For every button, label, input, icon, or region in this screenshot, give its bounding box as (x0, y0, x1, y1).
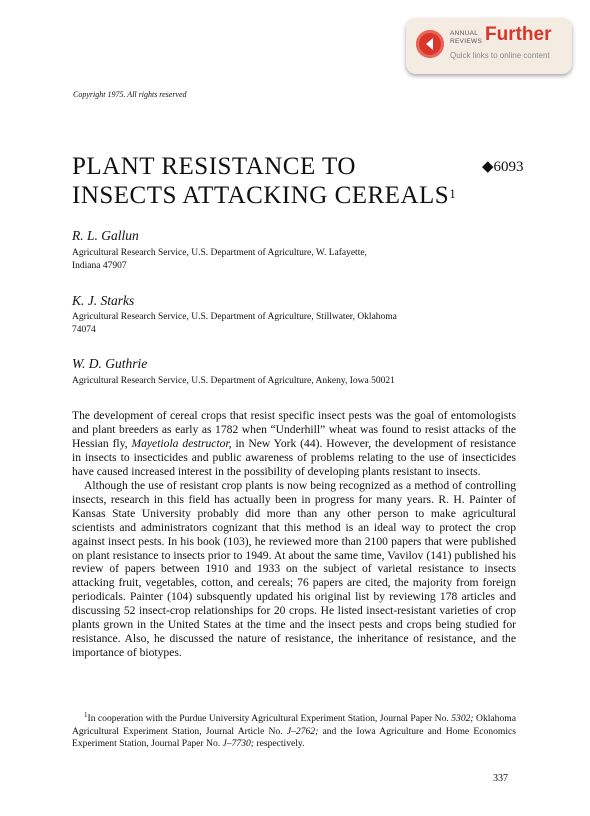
title-footnote-mark[interactable]: 1 (449, 186, 457, 201)
author-affiliation (72, 311, 472, 336)
badge-subtitle: Quick links to online content (450, 51, 550, 60)
footnote-text: Oklahoma Agricultural Experiment Station, Journal Article No. (72, 713, 516, 737)
article-body (72, 409, 516, 660)
badge-reviews-label: REVIEWS (450, 37, 483, 45)
author-name: W. D. Guthrie (72, 356, 148, 371)
species-name: Mayetiola destructor, (131, 436, 232, 450)
body-paragraph (72, 409, 516, 479)
title-line-2: INSECTS ATTACKING CEREALS (72, 182, 450, 209)
footnote (72, 709, 516, 751)
further-links-badge[interactable] (406, 18, 572, 74)
journal-number: 5302; (451, 713, 474, 725)
author-affiliation (72, 247, 472, 272)
footnote-text: and the Iowa Agriculture and Home Economics Experiment Station, Journal Paper No. (72, 725, 516, 750)
author-name: K. J. Starks (72, 293, 135, 308)
copyright-notice: Copyright 1975. All rights reserved (73, 90, 187, 99)
author-affiliation (72, 375, 472, 388)
author-name: R. L. Gallun (72, 228, 139, 243)
title-line-1: PLANT RESISTANCE TO (72, 153, 356, 180)
body-paragraph: Although the use of resistant crop plants is now being recognized as a method of controlling insects, research in this field has actually been in progress for many years. R. H. Painter of Kansas State University probably did more than any other person to make agricultural scientists and administrators cognizant that this method is an ideal way to protect the crop against insect pests. In his book (103), he reviewed more than 2100 papers that were published on plant resistance to insects prior to 1949. At about the same time, Vavilov (141) published his review of papers between 1910 and 1933 on the subject of varietal resistance to insects attacking fruit, vegetables, cotton, and cereals; 76 papers are cited, the majority from foreign periodicals. Painter (104) subsquently updated his original list by reviewing 178 articles and discussing 52 insect-crop relationships for 20 crops. He listed insect-resistant varieties of crop plants grown in the United States at the time and the insect pests and crops being studied for resistance. Also, he discussed the nature of resistance, the inheritance of resistance, and the importance of biotypes. (72, 478, 516, 660)
footnote-mark: 1 (84, 711, 88, 719)
article-title (72, 152, 456, 210)
paragraph-text: The development of cereal crops that resist specific insect pests was the goal of entomologists and plant breeders as early as 1782 when “Underhill” wheat was found to resist attacks of the Hessian fly, (72, 409, 516, 450)
badge-annual-reviews (450, 30, 482, 45)
affiliation-line: Agricultural Research Service, U.S. Department of Agriculture, Ankeny, Iowa 50021 (72, 376, 395, 386)
journal-number: J–2762; (286, 725, 319, 737)
affiliation-line: Agricultural Research Service, U.S. Department of Agriculture, W. Lafayette, (72, 248, 367, 258)
journal-number: J–7730; (222, 738, 254, 750)
paragraph-text: in New York (44). However, the development of resistance in insects to insecticides and public awareness of problems relating to the use of insecticides have caused increased interest in the possibility of developing plants resistant to insects. (72, 436, 516, 478)
affiliation-line: Agricultural Research Service, U.S. Department of Agriculture, Stillwater, Oklahoma (72, 312, 397, 322)
article-code: ◆6093 (482, 159, 524, 175)
badge-annual-label: ANNUAL (450, 30, 479, 37)
badge-further-label: Further (485, 24, 552, 45)
page-number: 337 (493, 773, 508, 784)
affiliation-line: 74074 (72, 324, 96, 335)
footnote-text: In cooperation with the Purdue University Agricultural Experiment Station, Journal Paper No. (87, 713, 452, 725)
footnote-text: respectively. (253, 738, 305, 750)
play-icon (416, 30, 444, 58)
affiliation-line: Indiana 47907 (72, 260, 127, 271)
